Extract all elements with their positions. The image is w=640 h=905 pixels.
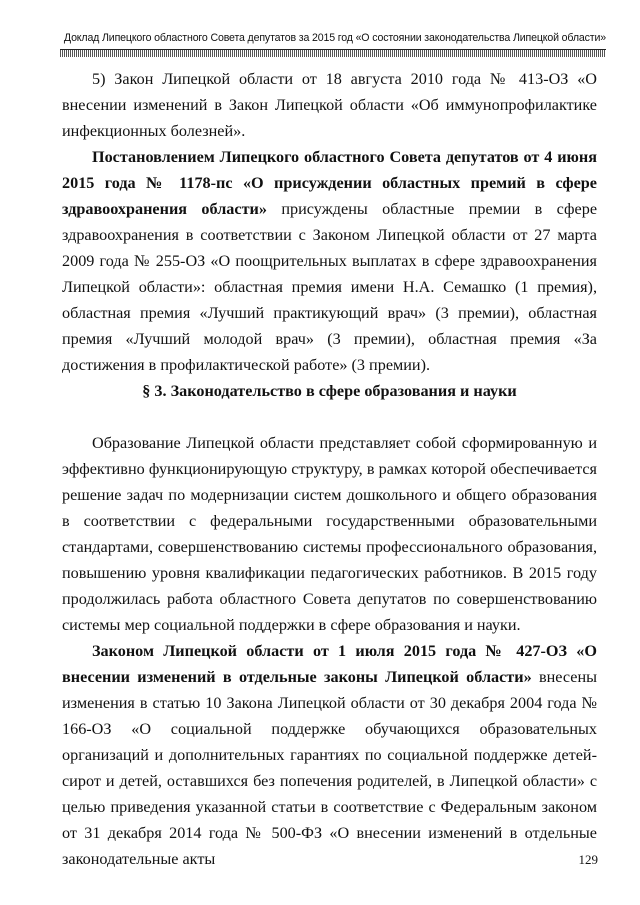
law-427-text: внесены изменения в статью 10 Закона Липецкой области от 30 декабря 2004 года № 166-ОЗ «О социальной поддержке обучающихся образовательных организаций и дополнительных гарантиях по социальной поддержке детей-сирот и детей, оставшихся без попечения родителей, в Липецкой области» с целью приведения указанной статьи в соответствие с Федеральным законом от 31 декабря 2014 года № 500-ФЗ «О внесении изменений в отдельные законодательные акты — [62, 668, 597, 868]
paragraph-education-overview: Образование Липецкой области представляет собой сформированную и эффективно функционирующую структуру, в рамках которой обеспечивается решение задач по модернизации систем дошкольного и общего образования в соответствии с федеральными государственными образовательными стандартами, совершенствованию системы профессионального образования, повышению уровня квалификации педагогических работников. В 2015 году продолжилась работа областного Совета депутатов по совершенствованию системы мер социальной поддержки в сфере образования и науки. — [62, 434, 597, 634]
page-number: 129 — [578, 852, 598, 867]
spacer — [62, 404, 597, 430]
resolution-title: Постановлением Липецкого областного Совета депутатов от 4 июня 2015 года № 1178-пс «О присуждении областных премий в сфере здравоохранения области» — [62, 148, 597, 218]
header-rule — [60, 49, 606, 57]
paragraph-resolution-1178 — [62, 144, 597, 378]
paragraph-law-413: 5) Закон Липецкой области от 18 августа 2010 года № 413-ОЗ «О внесении изменений в Закон Липецкой области «Об иммунопрофилактике инфекционных болезней». — [62, 70, 597, 140]
section-heading: § 3. Законодательство в сфере образования и науки — [142, 382, 517, 400]
paragraph-law-427 — [62, 638, 597, 872]
law-427-title: Законом Липецкой области от 1 июля 2015 года № 427-ОЗ «О внесении изменений в отдельные законы Липецкой области» — [62, 642, 597, 686]
running-header: Доклад Липецкого областного Совета депутатов за 2015 год «О состоянии законодательства Липецкой области» — [63, 32, 606, 44]
document-body — [62, 66, 597, 872]
resolution-text: присуждены областные премии в сфере здравоохранения в соответствии с Законом Липецкой области от 27 марта 2009 года № 255-ОЗ «О поощрительных выплатах в сфере здравоохранения Липецкой области»: областная премия имени Н.А. Семашко (1 премия), областная премия «Лучший практикующий врач» (3 премии), областная премия «Лучший молодой врач» (3 премии), областная премия «За достижения в профилактической работе» (3 премии). — [62, 200, 598, 374]
